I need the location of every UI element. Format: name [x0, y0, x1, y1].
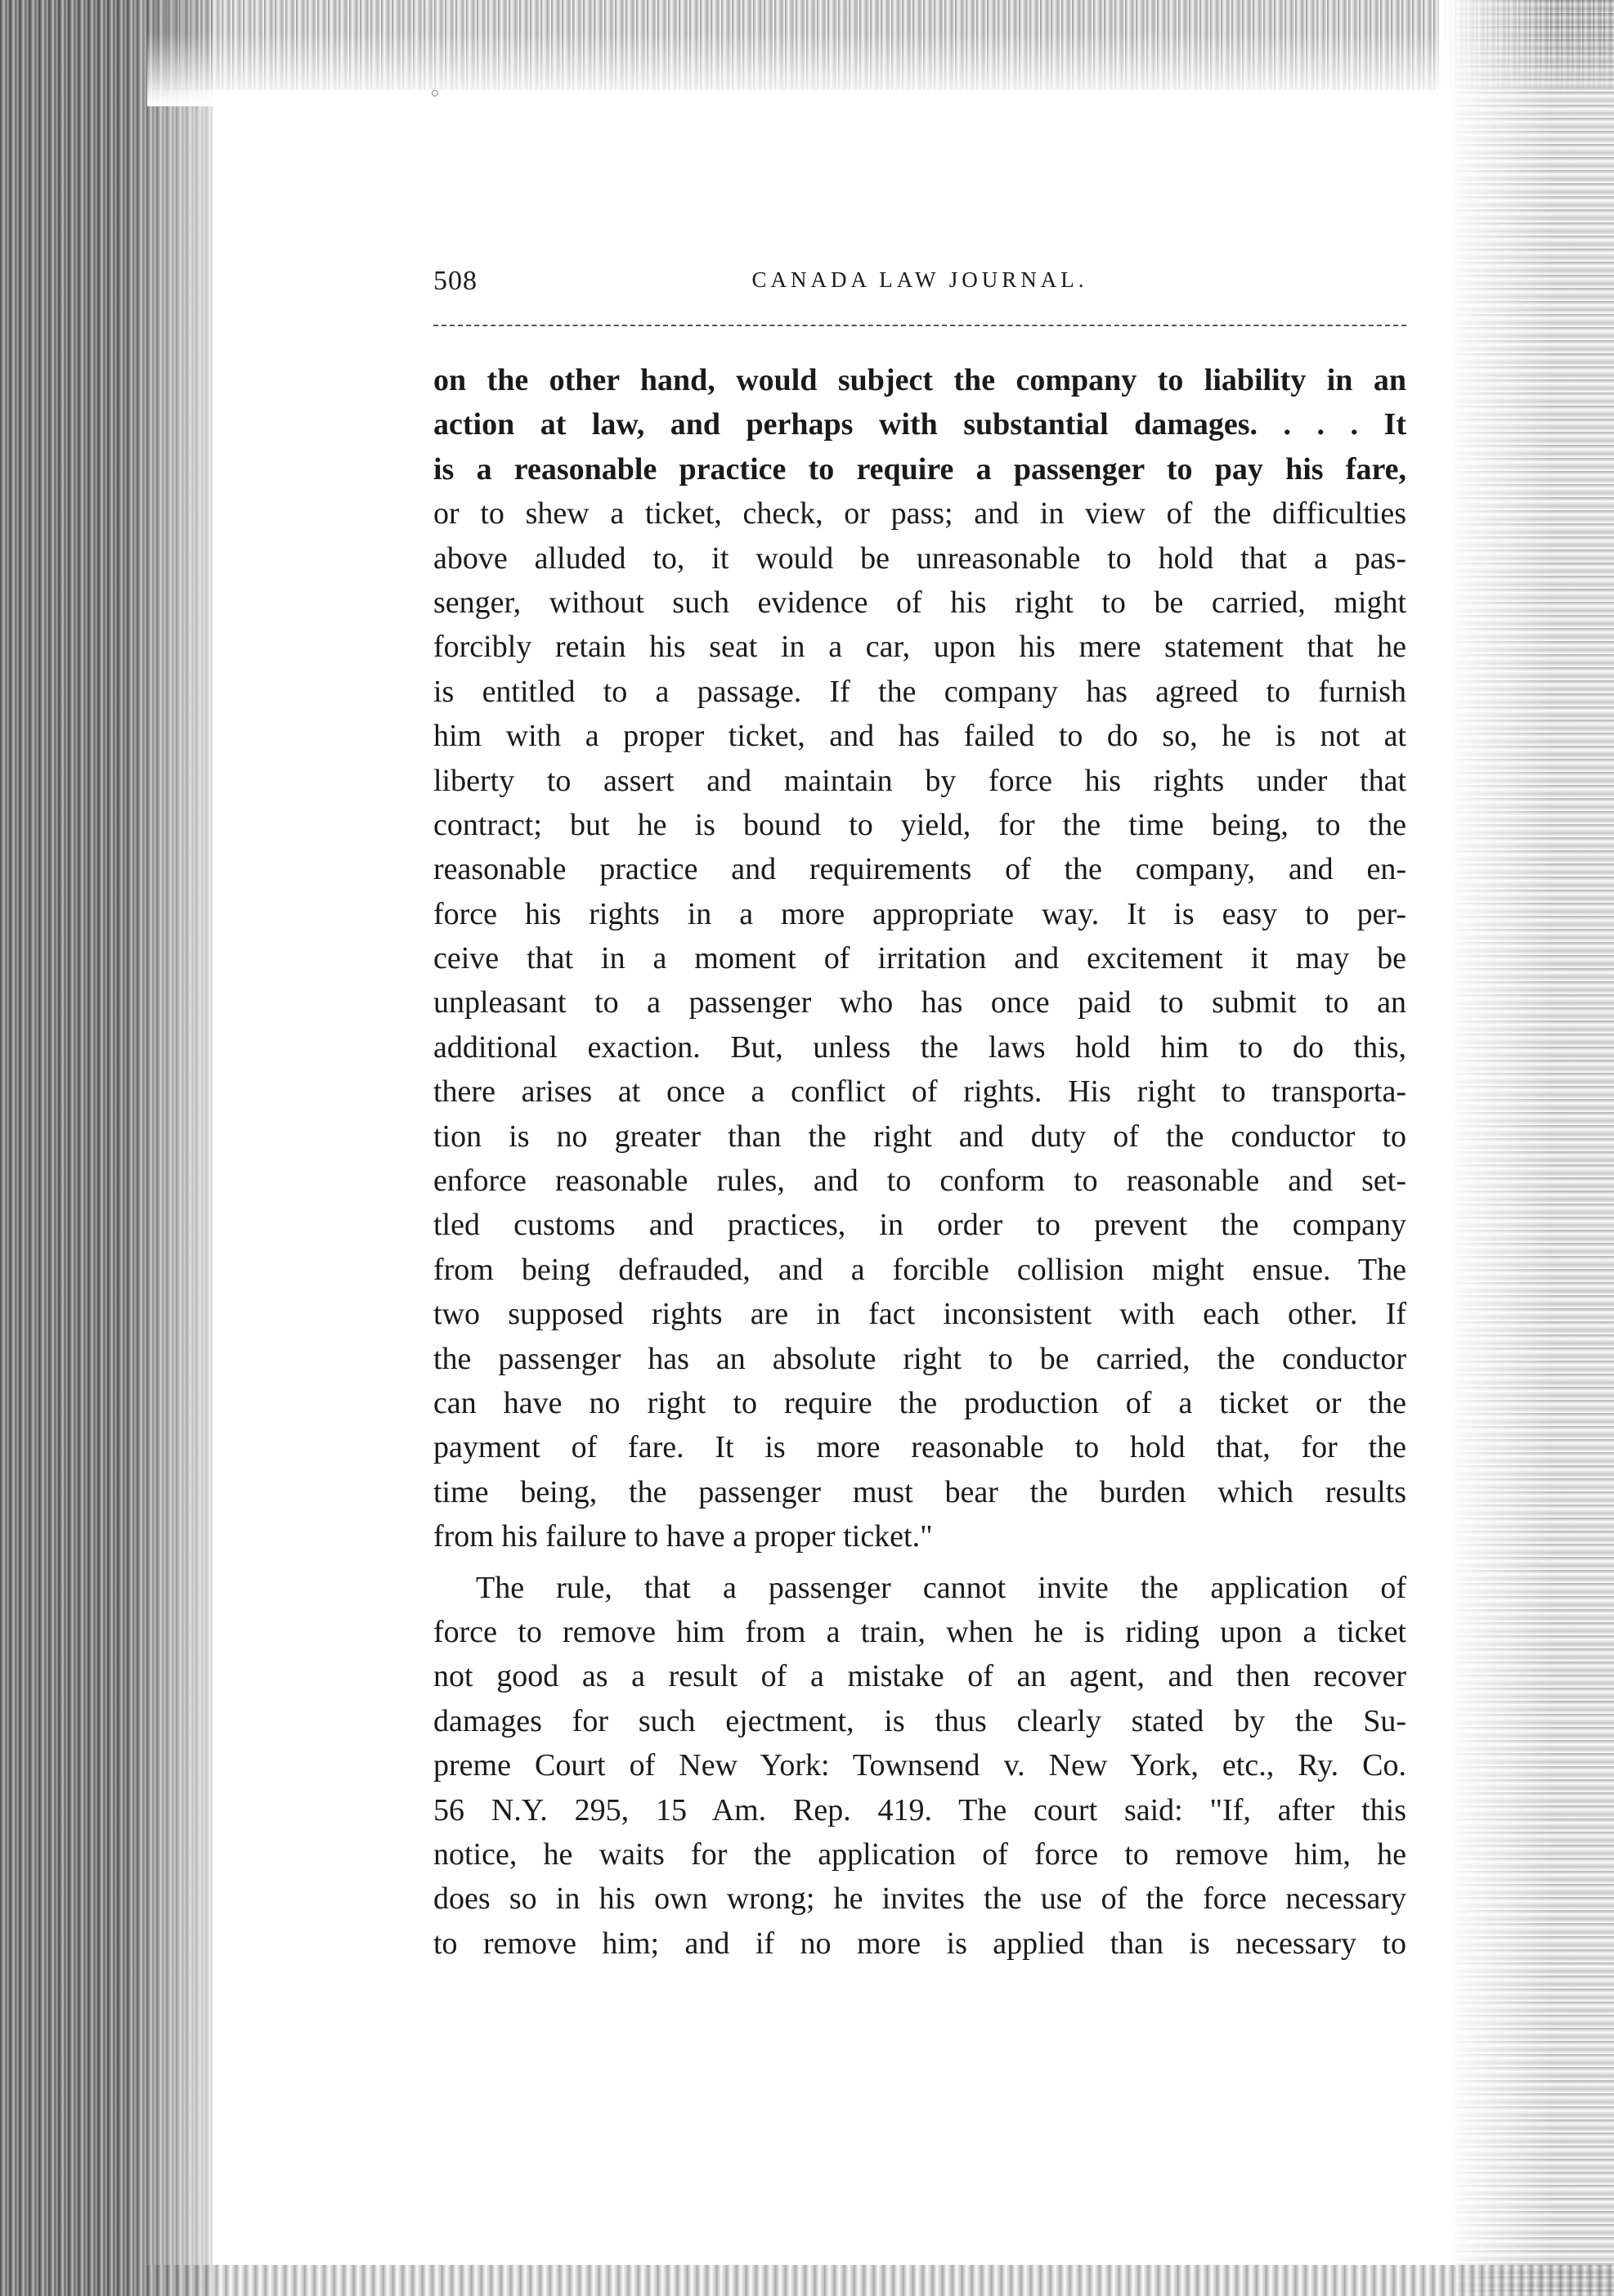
paragraph-quotation	[433, 358, 1406, 1559]
text-line: contract; but he is bound to yield, for the time being, to the	[433, 807, 1406, 842]
paragraph-rule	[433, 1566, 1406, 1966]
text-line: can have no right to require the production of a ticket or the	[433, 1385, 1406, 1420]
paragraph-gap	[433, 1559, 1406, 1566]
page-number: 508	[433, 266, 477, 296]
text-line: force his rights in a more appropriate way. It is easy to per-	[433, 896, 1406, 931]
text-line: forcibly retain his seat in a car, upon his mere statement that he	[433, 630, 1406, 665]
scan-left-fade	[123, 0, 245, 2296]
text-line: payment of fare. It is more reasonable to hold that, for the	[433, 1430, 1406, 1465]
text-line: 56 N.Y. 295, 15 Am. Rep. 419. The court said: "If, after this	[433, 1792, 1406, 1827]
text-line: damages for such ejectment, is thus clearly stated by the Su-	[433, 1703, 1406, 1738]
header-rule	[433, 325, 1406, 326]
text-line: time being, the passenger must bear the burden which results	[433, 1474, 1406, 1509]
page-header	[433, 266, 1406, 307]
text-line: force to remove him from a train, when he is riding upon a ticket	[433, 1614, 1406, 1649]
text-line: tion is no greater than the right and duty of the conductor to	[433, 1119, 1406, 1154]
text-line: reasonable practice and requirements of the company, and en-	[433, 852, 1406, 887]
text-line: is a reasonable practice to require a passenger to pay his fare,	[433, 451, 1406, 487]
scan-top-fade	[147, 33, 1614, 106]
text-line: does so in his own wrong; he invites the use of the force necessary	[433, 1881, 1406, 1917]
running-head: CANADA LAW JOURNAL.	[751, 267, 1088, 292]
text-line: The rule, that a passenger cannot invite the application of	[476, 1570, 1406, 1605]
scan-speck	[432, 90, 438, 96]
text-line: from his failure to have a proper ticket."	[433, 1519, 933, 1554]
text-line: liberty to assert and maintain by force his rights under that	[433, 763, 1406, 798]
text-line: from being defrauded, and a forcible collision might ensue. The	[433, 1252, 1406, 1287]
text-line: unpleasant to a passenger who has once paid to submit to an	[433, 985, 1406, 1020]
text-line: on the other hand, would subject the company to liability in an	[433, 363, 1406, 397]
text-line: ceive that in a moment of irritation and excitement it may be	[433, 941, 1406, 976]
text-line: to remove him; and if no more is applied than is necessary to	[433, 1926, 1406, 1961]
text-line: or to shew a ticket, check, or pass; and in view of the difficulties	[433, 496, 1406, 531]
scan-bottom-edge	[147, 2265, 1614, 2296]
text-line: notice, he waits for the application of force to remove him, he	[433, 1836, 1406, 1872]
text-line: tled customs and practices, in order to prevent the company	[433, 1208, 1406, 1243]
text-line: not good as a result of a mistake of an agent, and then recover	[433, 1659, 1406, 1694]
scan-right-fade	[1439, 0, 1553, 2296]
body-text	[433, 358, 1406, 1966]
text-line: two supposed rights are in fact inconsistent with each other. If	[433, 1297, 1406, 1332]
text-line: above alluded to, it would be unreasonable to hold that a pas-	[433, 540, 1406, 576]
text-line: enforce reasonable rules, and to conform to reasonable and set-	[433, 1164, 1406, 1199]
text-line: senger, without such evidence of his right to be carried, might	[433, 585, 1406, 620]
text-line: preme Court of New York: Townsend v. New York, etc., Ry. Co.	[433, 1748, 1406, 1783]
text-line: is entitled to a passage. If the company has agreed to furnish	[433, 674, 1406, 709]
text-line: the passenger has an absolute right to be carried, the conductor	[433, 1341, 1406, 1376]
text-line: there arises at once a conflict of rights. His right to transporta-	[433, 1074, 1406, 1110]
text-line: additional exaction. But, unless the laws hold him to do this,	[433, 1029, 1406, 1065]
text-line: action at law, and perhaps with substantial damages. . . . It	[433, 407, 1406, 442]
text-line: him with a proper ticket, and has failed to do so, he is not at	[433, 719, 1406, 754]
